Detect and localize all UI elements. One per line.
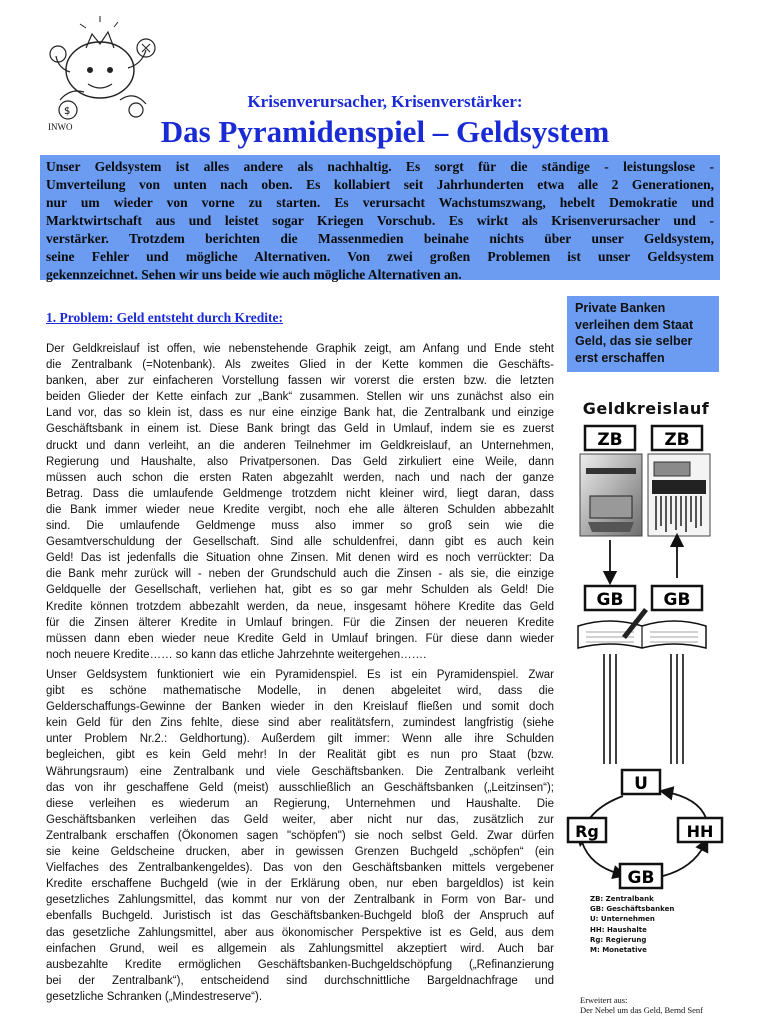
paragraph-2 <box>46 667 554 1005</box>
page-title: Das Pyramidenspiel – Geldsystem <box>160 114 610 149</box>
intro-box <box>40 155 720 280</box>
gb-right-label: GB <box>663 590 691 610</box>
callout-box <box>567 296 719 372</box>
u-label: U <box>634 774 648 794</box>
text-line: unter Problem Nr.2.: Geldhortung). Außerdem gilt immer: Wenn alle ihre Schulden <box>46 733 554 746</box>
money-shredder-icon <box>648 454 710 536</box>
rg-label: Rg <box>575 822 599 841</box>
text-line: kein Geld für den Zins fehlte, diese sind aber realitätsfern, zumindest langfristig (siehe <box>46 717 554 730</box>
cartoon-logo-icon <box>40 10 160 130</box>
text-line: das gesetzliche Zahlungsmittel, aber aus ökonomischer Perspektive ist es Geld, aus dem <box>46 926 554 939</box>
text-line: Geld! Das ist jedenfalls die Situation ohne Zinsen. Mit denen wird es noch verrückter: Da <box>46 552 554 565</box>
text-line: Land vor, das so klein ist, dass es nur eine einzige Bank hat, die Zentralbank und einzige <box>46 407 554 420</box>
text-line: Währungsraum) eine Zentralbank und viele Geschäftsbanken. Die Zentralbank verleiht <box>46 765 554 778</box>
text-line: für die Zinsen älterer Kredite in Umlauf bringen. Für die Zinsen der neueren Kredite <box>46 616 554 629</box>
text-line: Vielfaches des Zentralbankengeldes). Das von den Geschäftsbanken mittels vergebener <box>46 862 554 875</box>
callout-line: Private Banken <box>575 301 666 315</box>
legend-item: Rg: Regierung <box>590 936 647 944</box>
text-line: gesetzliche Schranken („Mindestreserve“). <box>46 990 263 1003</box>
credit-line: Erweitert aus: <box>580 995 628 1005</box>
money-printing-icon <box>580 454 642 536</box>
credit-line: Der Nebel um das Geld, Bernd Senf <box>580 1005 703 1015</box>
text-line: Unser Geldsystem funktioniert wie ein Pyramidenspiel. Es ist ein Pyramidenspiel. Zwar <box>46 669 554 681</box>
svg-text:$: $ <box>64 106 71 117</box>
text-line: einfachen Grund, weil es allgemein als Zahlungsmittel akzeptiert wird. Auch bar <box>46 942 554 955</box>
text-line: noch neuere Kredite…… so kann das etliche Jahrzehnte weitergehen……. <box>46 648 427 661</box>
gb-bottom-label: GB <box>627 868 655 888</box>
section-heading: 1. Problem: Geld entsteht durch Kredite: <box>46 310 283 325</box>
legend-item: ZB: Zentralbank <box>590 895 654 903</box>
text-line: Kredite erschaffene Buchgeld (wie in der Erklärung oben, nur eben bargeldlos) ist kein <box>46 878 554 891</box>
intro-line: verstärker. Trotzdem berichten die Massenmedien beinahe nichts über unser Geldsystem, <box>46 231 714 246</box>
text-line: Kredite können trotzdem abbezahlt werden, da neue, insgesamt höhere Kredite das Geld <box>46 600 554 613</box>
intro-line: gekennzeichnet. Sehen wir uns beide wie auch mögliche Alternativen an. <box>46 267 462 282</box>
text-line: Zentralbank erschaffen (Ökonomen sagen "schöpfen") sie noch selbst Geld. Zwar dürfen <box>46 829 554 842</box>
text-line: banken, aber zur einfacheren Vorstellung fassen wir vorerst die ersten bzw. die letzten <box>46 375 554 388</box>
text-line: gesetzliches Zahlungsmittel, das kommt nur von der Zentralbank in Form von Bar- und <box>46 894 554 907</box>
intro-line: Umverteilung von unten nach oben. Es kollabiert seit Jahrhunderten etwa alle 2 Generationen, <box>46 177 714 192</box>
intro-line: seine Fehler und mögliche Alternativen. Von zwei großen Problemen ist unser Geldsystem <box>46 249 714 264</box>
source-credit <box>580 995 703 1015</box>
legend-item: U: Unternehmen <box>590 915 655 923</box>
text-line: beiden Glieder der Kette einfach zur „Bank“ zusammen. Stellen wir uns zunächst also ein <box>46 391 554 404</box>
text-line: Gesamtverschuldung der Gesellschaft. Sind alle schuldenfrei, dann gibt es auch kein <box>46 536 554 549</box>
text-line: gibt es schöne mathematische Modelle, in denen abgeleitet wird, dass die <box>46 685 554 698</box>
text-line: müssen dann eben wieder neue Kredite Geld in Umlauf bringen. Für diese dann wieder <box>46 632 554 645</box>
callout-line: verleihen dem Staat <box>575 317 694 332</box>
text-line: ebenfalls Buchgeld. Juristisch ist das Geschäftsbanken-Buchgeld bloß der Anspruch auf <box>46 910 554 923</box>
text-line: druckt und dann verleiht, an die anderen Teilnehmer im Geldkreislauf, an Unternehmen, <box>46 439 554 452</box>
text-line: die Bank mehr zurück will - neben der Grundschuld auch die Zinsen - als sie, die einzige <box>46 568 554 581</box>
callout-text <box>575 300 711 366</box>
legend-item: M: Monetative <box>590 946 647 954</box>
text-line: müssen auch schon die ersten Raten abgezahlt werden, nach und nach der ganze <box>46 471 554 484</box>
callout-line: Geld, das sie selber <box>575 334 693 348</box>
text-line: ausbezahlte Kredite ermöglichen Geschäftsbanken-Buchgeldschöpfung („Refinanzierung <box>46 958 554 971</box>
text-line: die Zentralbank (=Notenbank). Als zweites Glied in der Kette kommen die Geschäfts- <box>46 359 554 372</box>
intro-text <box>46 158 714 284</box>
text-line: sie keine Geldscheine drucken, aber in gewissen Grenzen Buchgeld „schöpfen“ (ein <box>46 846 554 859</box>
intro-line: Unser Geldsystem ist alles andere als nachhaltig. Es sorgt für die ständige - leistungslose - <box>46 159 714 174</box>
text-line: Gelderschaffungs-Gewinne der Banken wieder in den Kreislauf fließen und somit doch <box>46 701 554 714</box>
gb-left-label: GB <box>596 590 624 610</box>
page-kicker: Krisenverursacher, Krisenverstärker: <box>247 92 523 111</box>
open-ledger-icon <box>578 608 706 648</box>
text-line: die Bank immer wieder neue Kredite vergibt, noch ehe alle älteren Schulden abbezahlt <box>46 503 554 516</box>
callout-line: erst erschaffen <box>575 350 665 365</box>
text-line: begleichen, gibt es kein Geld mehr! In der Realität gibt es nun pro Staat (bzw. <box>46 749 554 762</box>
text-line: bei der Zentralbank“), entscheidend sind durchschnittliche Bargeldnachfrage und <box>46 974 554 987</box>
text-line: sind. Die umlaufende Geldmenge muss also immer so groß sein wie die <box>46 520 554 533</box>
legend-item: HH: Haushalte <box>590 926 647 934</box>
text-line: Geldquelle der Gesellschaft, verliehen hat, gibt es so gar mehr Schulden als Geld! Die <box>46 584 554 597</box>
text-line: Der Geldkreislauf ist offen, wie nebenstehende Graphik zeigt, am Anfang und Ende steht <box>46 343 554 355</box>
text-line: Geschäftsbank in einem ist. Diese Bank bringt das Geld in Umlauf, indem sie es zuerst <box>46 423 554 436</box>
text-line: diese verleihen es wiederum an Regierung, Unternehmen und Haushalte. Die <box>46 797 554 810</box>
zb-right-label: ZB <box>664 430 690 450</box>
intro-line: Marktwirtschaft aus und leistet sogar Kriegen Vorschub. Es wirkt als Krisenverursacher und - <box>46 213 714 228</box>
money-cycle-diagram <box>560 418 730 893</box>
text-line: Regierung und Haushalte, also Privatpersonen. Das Geld zirkuliert eine Weile, dann <box>46 455 554 468</box>
logo-caption: INWO <box>48 122 73 132</box>
legend-item: GB: Geschäftsbanken <box>590 905 675 913</box>
paragraph-1 <box>46 341 554 663</box>
cycle-title: Geldkreislauf <box>582 399 710 418</box>
intro-line: nur um wieder von vorne zu starten. Es verursacht Wachstumszwang, hebelt Demokratie und <box>46 195 714 210</box>
zb-left-label: ZB <box>597 430 623 450</box>
hh-label: HH <box>686 822 714 841</box>
text-line: das von ihr geschaffene Geld (meist) ausschließlich an Geschäftsbanken („Leitzinsen“); <box>46 781 554 794</box>
text-line: Betrag. Dass die umlaufende Geldmenge trotzdem nicht kleiner wird, liegt daran, dass <box>46 487 554 500</box>
text-line: Geschäftsbanken verleihen das Geld weiter, aber nicht nur das, zusätzlich zur <box>46 813 554 826</box>
